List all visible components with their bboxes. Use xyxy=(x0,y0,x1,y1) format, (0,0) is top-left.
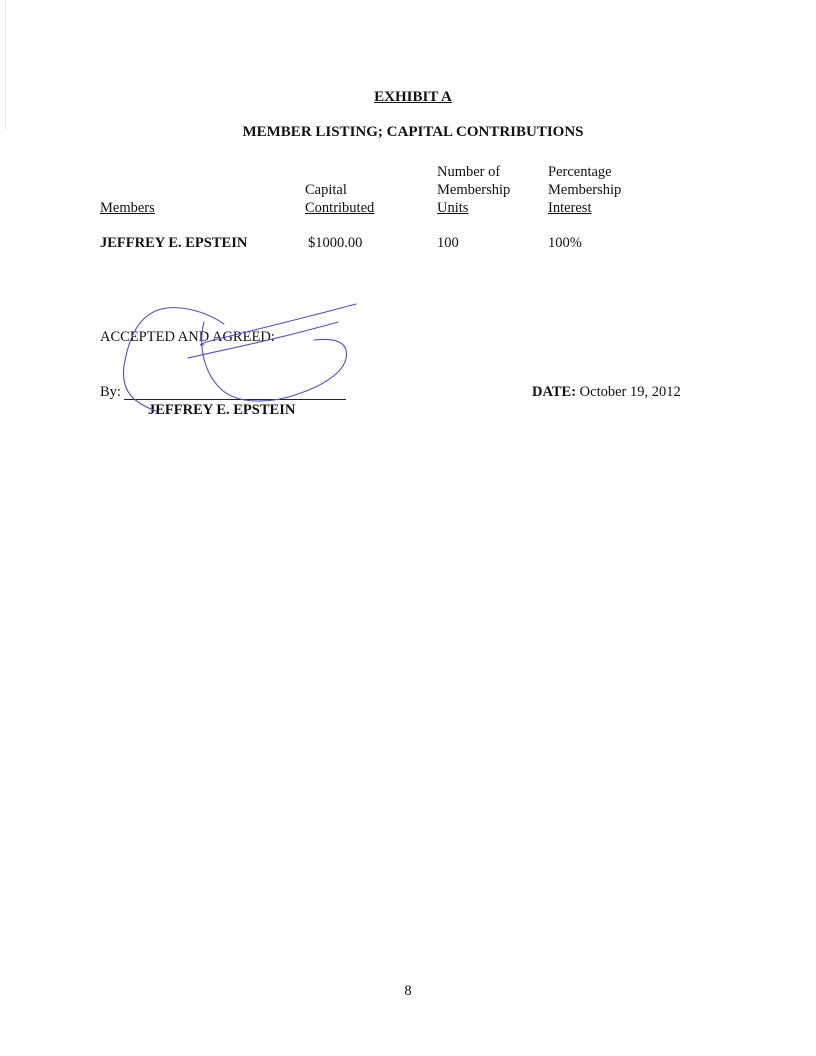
date-value: October 19, 2012 xyxy=(579,384,681,400)
signer-name: JEFFREY E. EPSTEIN xyxy=(148,402,296,418)
col-header-capital: Capital Contributed xyxy=(305,182,375,216)
cell-units: 100 xyxy=(437,235,459,251)
date-field xyxy=(532,384,681,401)
page-number: 8 xyxy=(404,983,412,999)
exhibit-subtitle: MEMBER LISTING; CAPITAL CONTRIBUTIONS xyxy=(242,124,584,140)
by-label: By: xyxy=(100,384,121,400)
scan-margin-line xyxy=(5,0,6,130)
date-label: DATE: xyxy=(532,384,577,400)
cell-interest: 100% xyxy=(548,235,582,251)
exhibit-title: EXHIBIT A xyxy=(374,89,452,105)
cell-capital: $1000.00 xyxy=(308,235,363,251)
handwritten-signature xyxy=(92,296,372,420)
cell-member: JEFFREY E. EPSTEIN xyxy=(100,235,248,251)
col-header-members: Members xyxy=(100,200,155,216)
col-header-interest: Percentage Membership Interest xyxy=(548,164,622,216)
col-header-units: Number of Membership Units xyxy=(437,164,511,216)
accepted-agreed-label: ACCEPTED AND AGREED: xyxy=(100,329,275,345)
